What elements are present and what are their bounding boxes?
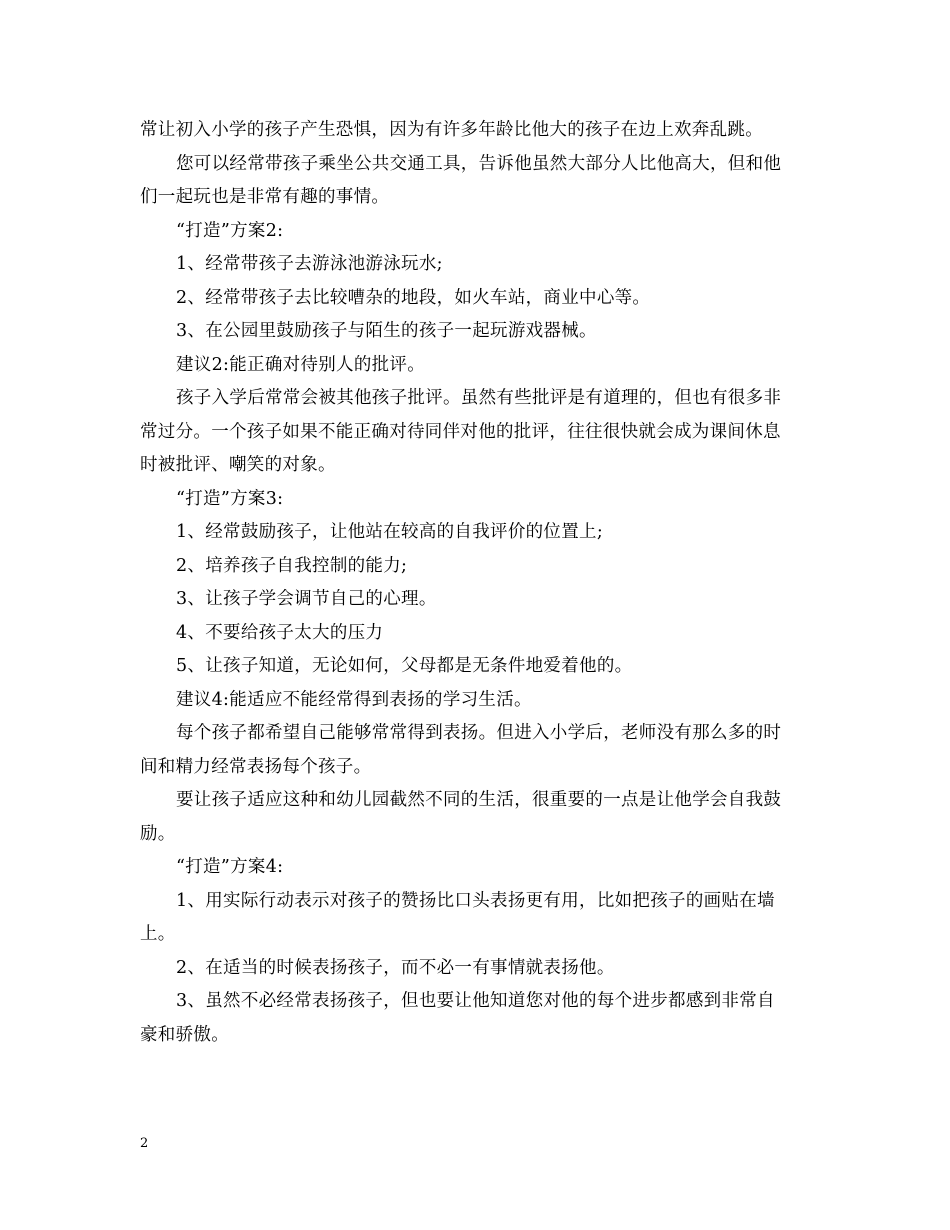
list-item: 5、让孩子知道，无论如何，父母都是无条件地爱着他的。 bbox=[176, 656, 633, 676]
text-line: 常过分。一个孩子如果不能正确对待同伴对他的批评，往往很快就会成为课间休息 bbox=[140, 421, 781, 442]
text-line: 间和精力经常表扬每个孩子。 bbox=[140, 756, 372, 777]
list-item: 1、经常带孩子去游泳池游泳玩水; bbox=[176, 254, 443, 274]
list-item: 3、在公园里鼓励孩子与陌生的孩子一起玩游戏器械。 bbox=[176, 321, 597, 341]
text-line: 常让初入小学的孩子产生恐惧，因为有许多年龄比他大的孩子在边上欢奔乱跳。 bbox=[140, 120, 763, 140]
text-line: 上。 bbox=[140, 924, 176, 944]
list-item: 2、在适当的时候表扬孩子，而不必一有事情就表扬他。 bbox=[176, 957, 615, 978]
list-item: 1、经常鼓励孩子，让他站在较高的自我评价的位置上; bbox=[176, 522, 604, 542]
text-line: 要让孩子适应这种和幼儿园截然不同的生活，很重要的一点是让他学会自我鼓 bbox=[176, 790, 782, 810]
section-heading: “打造”方案4: bbox=[176, 857, 284, 877]
text-line: 孩子入学后常常会被其他孩子批评。虽然有些批评是有道理的，但也有很多非 bbox=[176, 388, 782, 408]
list-item: 4、不要给孩子太大的压力 bbox=[176, 622, 384, 643]
list-item: 2、经常带孩子去比较嘈杂的地段，如火车站，商业中心等。 bbox=[176, 287, 651, 308]
text-line: 们一起玩也是非常有趣的事情。 bbox=[140, 187, 390, 207]
list-item: 1、用实际行动表示对孩子的赞扬比口头表扬更有用，比如把孩子的画贴在墙 bbox=[176, 890, 775, 911]
document-body bbox=[140, 114, 812, 1052]
list-item: 2、培养孩子自我控制的能力; bbox=[176, 555, 408, 576]
text-line: 励。 bbox=[140, 823, 176, 844]
section-heading: 建议4:能适应不能经常得到表扬的学习生活。 bbox=[176, 689, 532, 710]
text-line: 豪和骄傲。 bbox=[140, 1024, 229, 1045]
list-item: 3、让孩子学会调节自己的心理。 bbox=[176, 589, 437, 609]
list-item: 3、虽然不必经常表扬孩子，但也要让他知道您对他的每个进步都感到非常自 bbox=[176, 991, 775, 1011]
section-heading: 建议2:能正确对待别人的批评。 bbox=[176, 354, 426, 375]
section-heading: “打造”方案2: bbox=[176, 220, 284, 241]
text-line: 您可以经常带孩子乘坐公共交通工具，告诉他虽然大部分人比他高大，但和他 bbox=[176, 153, 782, 174]
text-line: 时被批评、嘲笑的对象。 bbox=[140, 455, 336, 475]
section-heading: “打造”方案3: bbox=[176, 488, 284, 509]
page-number: 2 bbox=[140, 1136, 149, 1151]
text-line: 每个孩子都希望自己能够常常得到表扬。但进入小学后，老师没有那么多的时 bbox=[176, 723, 782, 743]
